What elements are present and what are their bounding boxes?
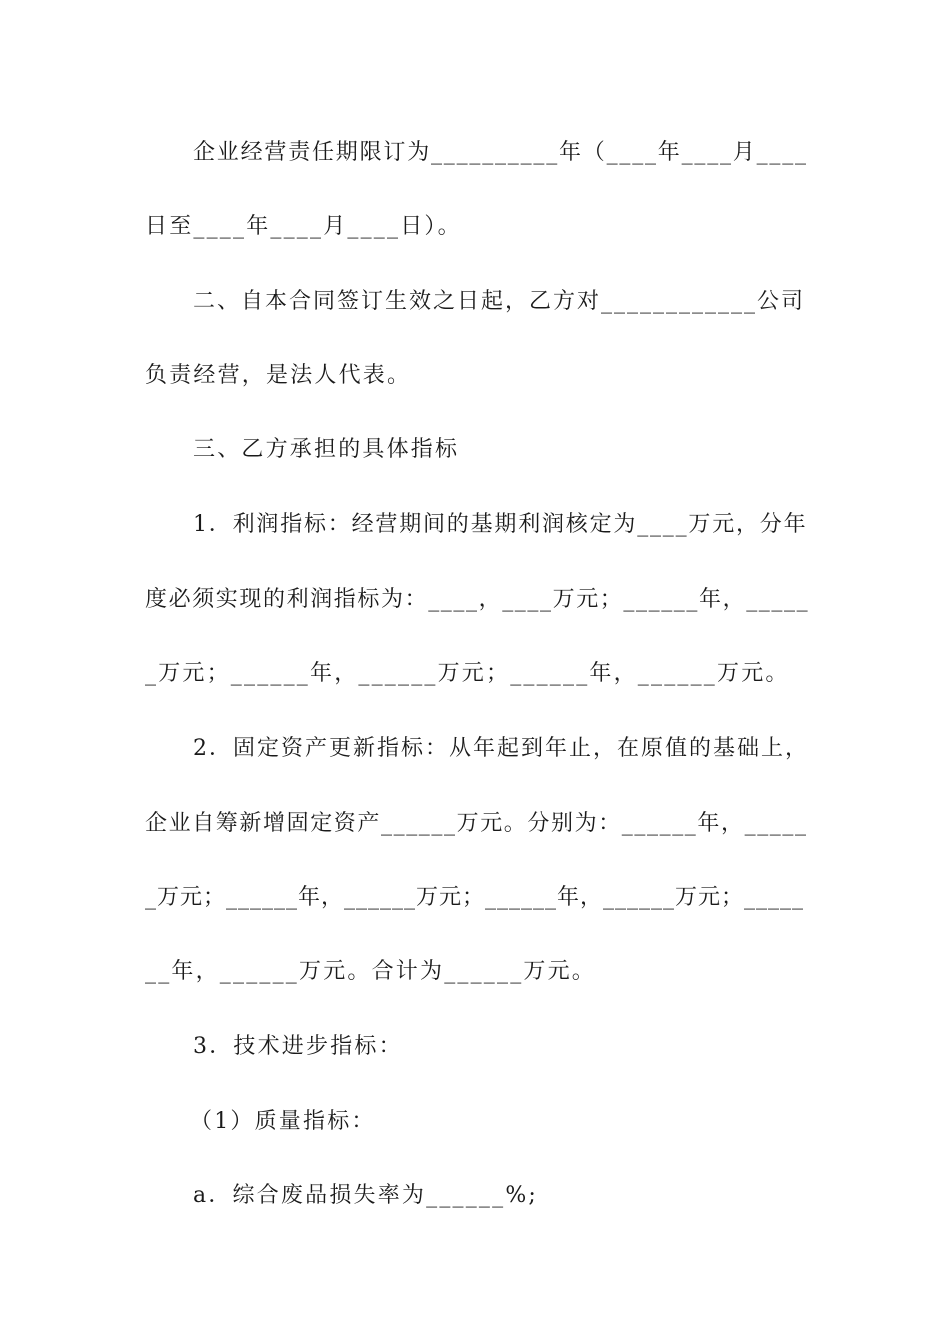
profit-indicator-line-2: 度必须实现的利润指标为：____，____万元；______年，_____ — [145, 587, 810, 612]
fixed-assets-line-1: 2．固定资产更新指标：从年起到年止，在原值的基础上， — [193, 736, 809, 761]
section-three-heading: 三、乙方承担的具体指标 — [193, 437, 460, 462]
fixed-assets-line-2: 企业自筹新增固定资产______万元。分别为：______年，_____ — [145, 811, 808, 836]
quality-indicator-heading: （1）质量指标： — [190, 1109, 376, 1134]
waste-loss-rate-line: a．综合废品损失率为______%; — [193, 1183, 539, 1208]
fixed-assets-line-3: _万元；______年，______万元；______年，______万元；_____ — [145, 885, 805, 910]
section-two-line-1: 二、自本合同签订生效之日起，乙方对____________公司 — [193, 289, 806, 314]
profit-indicator-line-1: 1．利润指标：经营期间的基期利润核定为____万元，分年 — [193, 512, 808, 537]
paragraph-term-line-1: 企业经营责任期限订为__________年（____年____月____ — [193, 140, 808, 165]
tech-progress-heading: 3．技术进步指标： — [193, 1034, 403, 1059]
fixed-assets-line-4: __年，______万元。合计为______万元。 — [145, 959, 597, 984]
paragraph-term-line-2: 日至____年____月____日）。 — [145, 214, 462, 239]
section-two-line-2: 负责经营，是法人代表。 — [145, 363, 412, 388]
profit-indicator-line-3: _万元；______年，______万元；______年，______万元。 — [145, 661, 790, 686]
